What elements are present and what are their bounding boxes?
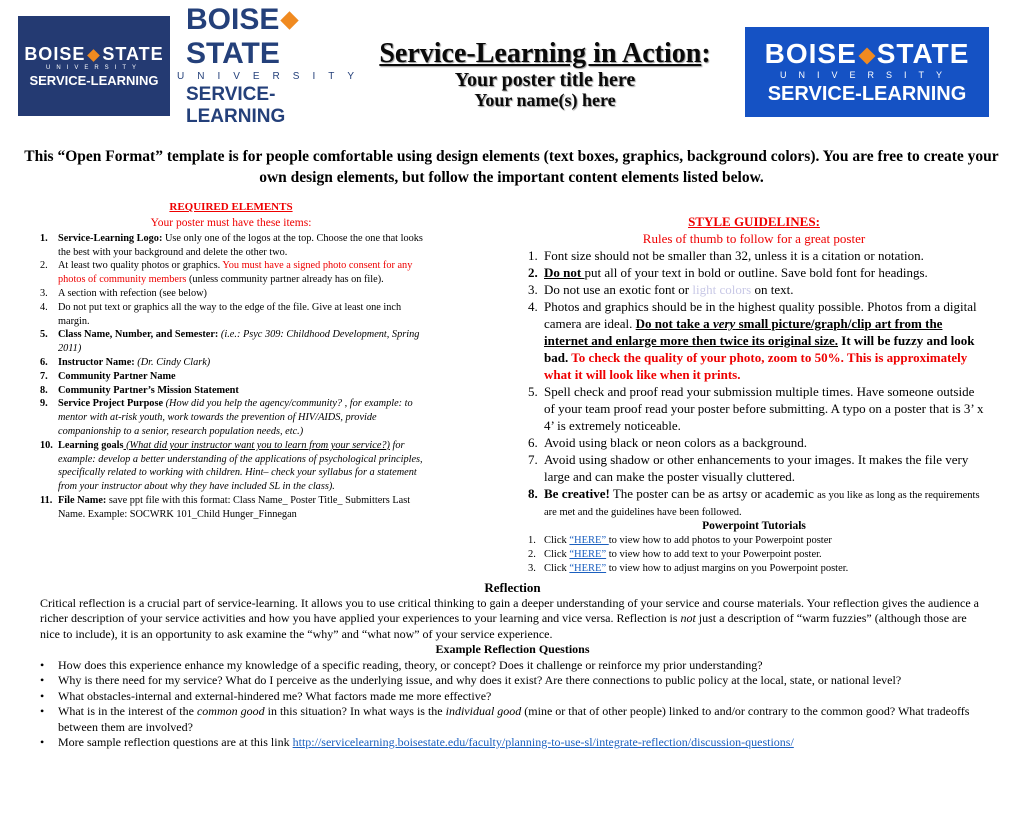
style-guidelines-section <box>524 213 984 576</box>
list-item <box>524 247 984 264</box>
item-bold-underlined: small picture/graph/clip art from the internet and enlarge more then twice its original size. <box>544 316 943 348</box>
item-number: 7. <box>40 370 48 382</box>
poster-names-placeholder: Your name(s) here <box>474 90 616 110</box>
logo-diamond-icon <box>858 47 875 64</box>
reflection-questions-link[interactable]: http://servicelearning.boisestate.edu/faculty/planning-to-use-sl/integrate-reflection/discussion-questions/ <box>292 735 794 749</box>
item-text: Avoid using shadow or other enhancements to your images. It makes the file very large and can make the poster visually cluttered. <box>544 452 969 484</box>
item-bold: Community Partner’s Mission Statement <box>58 384 239 396</box>
item-text: Click <box>544 535 570 546</box>
item-bold: It will be fuzzy and look bad. <box>544 333 975 365</box>
item-text: A section with refection (see below) <box>58 287 207 299</box>
item-bold: Class Name, Number, and Semester: <box>58 329 219 341</box>
list-item <box>40 704 985 735</box>
required-elements-section <box>36 201 426 522</box>
list-item <box>524 534 984 548</box>
item-text: Click <box>544 549 570 560</box>
logo-dark-large <box>745 27 989 117</box>
list-item <box>524 548 984 562</box>
item-italic: (i.e.: Psyc 309: Childhood Development, Spring 2011) <box>58 329 420 355</box>
list-item <box>36 384 426 398</box>
item-text: to view how to add text to your Powerpoint poster. <box>606 549 822 560</box>
list-item: • Why is there need for my service? What do I perceive as the underlying issue, and why does it exist? Are there connections to public policy at the local, state, or national level? <box>40 673 985 689</box>
item-italic: (Dr. Cindy Clark) <box>134 356 211 368</box>
item-bold-underlined: Do not take a <box>635 316 713 331</box>
item-number: 4. <box>528 299 538 314</box>
item-number: 11. <box>40 494 53 506</box>
item-red-text: You must have a signed photo consent for any photos of community members <box>58 260 413 286</box>
logo-diamond-icon <box>87 49 100 62</box>
tutorial-link-add-text[interactable]: “HERE” <box>569 549 607 560</box>
logo-diamond-icon <box>281 11 299 29</box>
item-number: 3. <box>40 287 48 299</box>
logo-light <box>177 2 368 127</box>
item-number: 6. <box>40 356 48 368</box>
reflection-text: Critical reflection is a crucial part of service-learning. It allows you to use critical thinking to gain a deeper understanding of your service and course materials. Your reflection gives the audience a richer description of your service activities and how you have applied your experiences to your learning and vice versa. Reflection is <box>40 595 979 625</box>
list-item <box>36 439 426 494</box>
item-number: 1. <box>528 535 536 546</box>
item-light-colored-text: light colors <box>692 282 752 297</box>
reflection-section <box>40 580 985 751</box>
item-number: 9. <box>40 398 48 410</box>
item-text: The poster can be as artsy or academic <box>609 486 818 501</box>
item-text: put all of your text in bold or outline. Save bold font for headings. <box>584 265 928 280</box>
reflection-paragraph <box>40 596 985 643</box>
question-text: More sample reflection questions are at this link <box>58 735 293 749</box>
logo-text-boise: BOISE <box>764 38 857 69</box>
style-heading: STYLE GUIDELINES: <box>688 214 820 229</box>
item-bold: File Name: <box>58 494 107 506</box>
list-item <box>524 434 984 451</box>
list-item <box>524 451 984 485</box>
item-text: Do not put text or graphics all the way to the edge of the file. Give at least one inch margin. <box>58 301 402 327</box>
logo-text-service-learning: SERVICE-LEARNING <box>29 73 159 88</box>
style-subheading: Rules of thumb to follow for a great poster <box>642 231 866 246</box>
item-number: 2. <box>528 549 536 560</box>
question-text: What is in the interest of the <box>58 704 197 718</box>
questions-heading: Example Reflection Questions <box>435 642 590 656</box>
logo-text-service-learning: SERVICE-LEARNING <box>186 83 286 127</box>
tutorial-link-margins[interactable]: “HERE” <box>569 563 607 574</box>
reflection-text: just a description of “warm fuzzies” (although those are nice to include), it is an opportunity to ask examine the “why” and “what now” of your service experience. <box>40 611 967 641</box>
poster-main-title: Service-Learning in Action <box>379 38 702 69</box>
question-italic: individual good <box>445 704 522 718</box>
item-number: 3. <box>528 282 538 297</box>
item-number: 3. <box>528 563 536 574</box>
reflection-italic: not <box>680 611 696 625</box>
list-item <box>524 298 984 383</box>
list-item <box>524 562 984 576</box>
logo-text-university: UNIVERSITY <box>177 70 368 82</box>
item-text: (unless community partner already has on file). <box>186 274 384 286</box>
item-number: 1. <box>40 232 48 244</box>
logo-text-service-learning: SERVICE-LEARNING <box>767 83 967 105</box>
tutorials-heading: Powerpoint Tutorials <box>702 520 806 532</box>
item-bold: Service-Learning Logo: <box>58 232 163 244</box>
item-number: 2. <box>40 260 48 272</box>
required-subheading: Your poster must have these items: <box>150 216 312 229</box>
item-bold: Community Partner Name <box>58 370 176 382</box>
list-item <box>524 383 984 434</box>
title-colon: : <box>701 38 711 69</box>
item-number: 4. <box>40 301 48 313</box>
reflection-heading: Reflection <box>484 580 541 595</box>
list-item <box>36 494 426 522</box>
list-item <box>36 232 426 260</box>
item-bold: Learning goals <box>58 439 124 451</box>
item-italic-underlined: (What did your instructor want you to learn from your service?) <box>123 439 390 451</box>
required-heading: REQUIRED ELEMENTS <box>169 201 293 213</box>
item-text: Use only one of the logos at the top. Choose the one that looks the best with your background and delete the other two. <box>58 232 423 258</box>
list-item <box>36 370 426 384</box>
question-italic: common good <box>196 704 265 718</box>
logo-dark-small <box>18 16 170 116</box>
question-text: in this situation? In what ways is the <box>264 704 446 718</box>
item-bold: Service Project Purpose <box>58 398 164 410</box>
item-bold-italic: very <box>712 316 736 331</box>
intro-paragraph: This “Open Format” template is for people comfortable using design elements (text boxes, graphics, background colors). You are free to create your own design elements, but follow the important content elements listed below. <box>24 148 999 186</box>
item-text: Photos and graphics should be in the highest quality possible. Photos from a digital camera are ideal. <box>544 299 977 331</box>
list-item <box>36 301 426 329</box>
item-number: 5. <box>528 384 538 399</box>
item-number: 8. <box>40 384 48 396</box>
style-list <box>524 247 984 519</box>
item-italic: for example: develop a better understanding of the applications of psychological principles, specifically related to working with children. Hint– check your syllabus for a statement from your instructor about why they have included SL in the class). <box>58 439 423 493</box>
item-text: to view how to add photos to your Powerpoint poster <box>608 535 832 546</box>
item-text: Click <box>544 563 570 574</box>
item-text: on text. <box>751 282 794 297</box>
list-item <box>524 485 984 519</box>
logo-text-state: STATE <box>186 36 280 70</box>
list-item <box>524 264 984 281</box>
item-number: 1. <box>528 248 538 263</box>
item-italic: (How did you help the agency/community? , for example: to mentor with at-risk youth, work towards the prevention of HIV/AIDS, provide companionship to a senior, research population needs, etc.) <box>58 398 413 437</box>
list-item <box>36 259 426 287</box>
list-item <box>36 397 426 438</box>
item-bold: Be creative! <box>544 486 610 501</box>
item-number: 7. <box>528 452 538 467</box>
item-text: Do not use an exotic font or <box>544 282 693 297</box>
item-number: 2. <box>528 265 538 280</box>
list-item <box>36 356 426 370</box>
item-text: Font size should not be smaller than 32, unless it is a citation or notation. <box>544 248 924 263</box>
item-text: At least two quality photos or graphics. <box>58 260 223 272</box>
item-text: Avoid using black or neon colors as a background. <box>544 435 807 450</box>
item-text: Spell check and proof read your submission multiple times. Have someone outside of your team proof read your poster before submitting. A typo on a poster that is 3’ x 4’ is extremely noticeable. <box>544 384 984 433</box>
questions-list <box>40 658 985 751</box>
list-item: • How does this experience enhance my knowledge of a specific reading, theory, or concept? Does it challenge or reinforce my prior understanding? <box>40 658 985 674</box>
tutorial-link-add-photos[interactable]: “HERE” <box>569 535 609 546</box>
list-item <box>524 281 984 298</box>
item-bold: Instructor Name: <box>58 356 135 368</box>
poster-title-placeholder: Your poster title here <box>454 69 636 91</box>
list-item: • What obstacles-internal and external-hindered me? What factors made me more effective? <box>40 689 985 705</box>
required-list <box>36 232 426 522</box>
item-number: 6. <box>528 435 538 450</box>
item-text: to view how to adjust margins on you Powerpoint poster. <box>606 563 849 574</box>
list-item <box>40 735 985 751</box>
poster-title-block <box>360 38 730 110</box>
logo-text-state: STATE <box>102 44 164 64</box>
logo-text-university: UNIVERSITY <box>45 65 142 71</box>
logo-text-boise: BOISE <box>186 2 280 36</box>
item-bold-underlined: Do not <box>544 265 585 280</box>
question-text: (mine or that of other people) linked to and/or contrary to the common good? What tradeoffs between them are involved? <box>58 704 970 734</box>
item-number: 10. <box>40 439 53 451</box>
item-red-bold: To check the quality of your photo, zoom to 50%. This is approximately what it will look like when it prints. <box>544 350 968 382</box>
tutorials-list <box>524 534 984 576</box>
item-number: 8. <box>528 486 538 501</box>
logo-text-university: UNIVERSITY <box>779 70 954 80</box>
logo-text-boise: BOISE <box>24 44 86 64</box>
list-item <box>36 328 426 356</box>
list-item <box>36 287 426 301</box>
item-small-text: as you like as long as the requirements are met and the guidelines have been followed. <box>544 490 980 518</box>
item-text: save ppt file with this format: Class Name_ Poster Title_ Submitters Last Name. Example: SOCWRK 101_Child Hunger_Finnegan <box>58 494 411 520</box>
logo-text-state: STATE <box>876 38 970 69</box>
item-number: 5. <box>40 329 48 341</box>
